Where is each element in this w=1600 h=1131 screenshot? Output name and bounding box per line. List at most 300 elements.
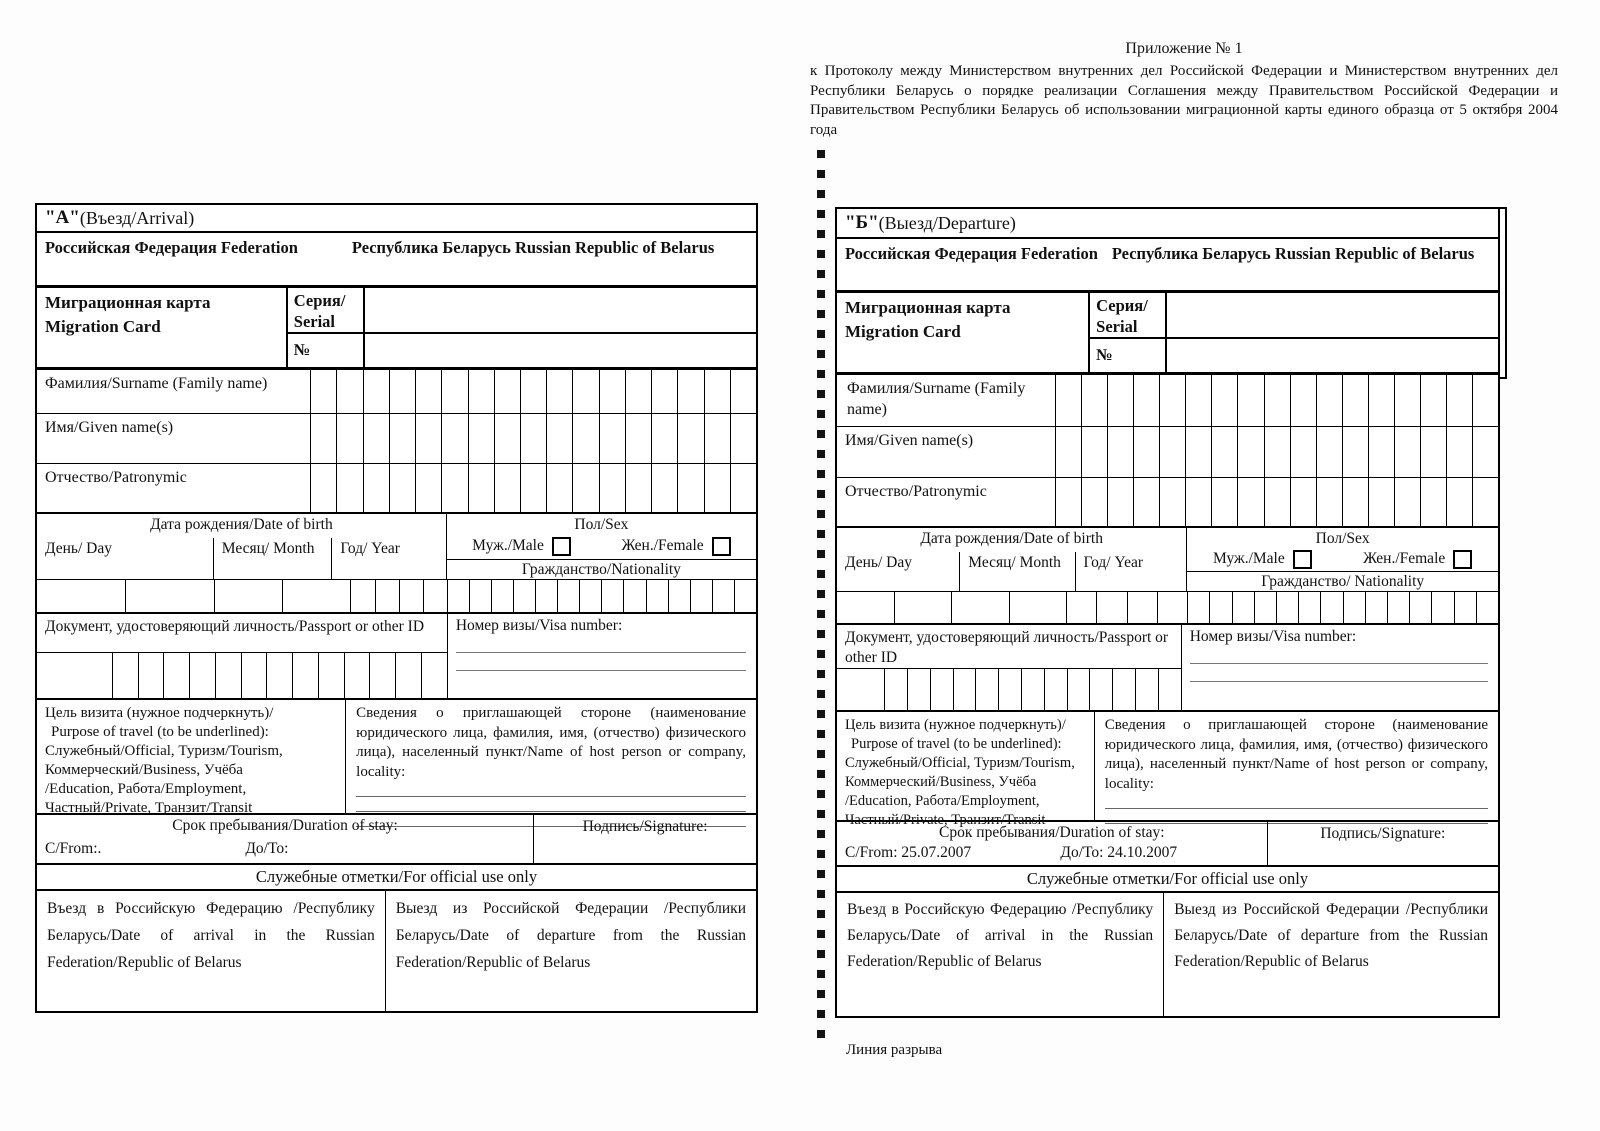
patronymic-label: Отчество/Patronymic bbox=[845, 483, 987, 500]
fill-cell bbox=[448, 580, 469, 612]
fill-cell bbox=[1158, 669, 1181, 710]
patronymic-label: Отчество/Patronymic bbox=[45, 469, 187, 486]
country-russia-label: Российская Федерация Federation bbox=[845, 244, 1098, 263]
patronymic-cells bbox=[310, 464, 756, 512]
fill-cell bbox=[1159, 427, 1185, 477]
fill-cell bbox=[491, 580, 513, 612]
fill-cell bbox=[572, 370, 598, 413]
purpose-line: Коммерческий/Business, Учёба bbox=[45, 762, 243, 778]
form-b-title-letter: "Б" bbox=[845, 212, 879, 233]
dob-columns bbox=[837, 552, 1186, 591]
nationality-cells bbox=[447, 580, 756, 612]
purpose-line: Коммерческий/Business, Учёба bbox=[845, 774, 1037, 790]
fill-cell bbox=[363, 370, 389, 413]
female-option bbox=[622, 537, 731, 556]
departure-stamp-area: Выезд из Российской Федерации /Республики Беларусь/Date of departure from the Russian Federation/Republic of Belarus bbox=[395, 900, 746, 971]
purpose-line: Служебный/Official, Туризм/Tourism, bbox=[45, 743, 283, 759]
annex-title: Приложение № 1 bbox=[1125, 40, 1243, 57]
purpose-host-row bbox=[837, 712, 1498, 828]
fill-cell bbox=[1320, 592, 1342, 623]
date-nationality-cells-row bbox=[37, 580, 756, 614]
fill-cell bbox=[998, 669, 1021, 710]
official-use-label: Служебные отметки/For official use only bbox=[1026, 869, 1309, 888]
fill-cell bbox=[1342, 427, 1368, 477]
fill-cell bbox=[336, 370, 362, 413]
form-b-countries bbox=[837, 239, 1498, 293]
fill-cell bbox=[668, 580, 690, 612]
fill-cell bbox=[1159, 375, 1185, 426]
fill-cell bbox=[1387, 592, 1409, 623]
from-label: С/From: 25.07.2007 bbox=[845, 844, 972, 861]
fill-cell bbox=[1133, 427, 1159, 477]
document-cells bbox=[885, 669, 1181, 710]
document-wide-cell bbox=[837, 669, 885, 710]
fill-cell bbox=[189, 653, 215, 698]
fill-cell bbox=[730, 464, 756, 512]
signature-label: Подпись/Signature: bbox=[1320, 825, 1446, 842]
fill-cell bbox=[1365, 592, 1387, 623]
fill-cell bbox=[441, 370, 467, 413]
fill-cell bbox=[37, 580, 125, 612]
serial-value-column bbox=[1167, 293, 1498, 372]
fill-cell bbox=[215, 580, 282, 612]
fill-cell bbox=[1096, 592, 1126, 623]
fill-cell bbox=[1021, 669, 1044, 710]
fill-cell bbox=[1237, 478, 1263, 526]
day-label: День/ Day bbox=[845, 554, 913, 571]
fill-cell bbox=[837, 592, 894, 623]
sex-label: Пол/Sex bbox=[574, 516, 629, 533]
number-label: № bbox=[293, 339, 311, 359]
signature-block bbox=[1267, 822, 1498, 865]
fill-cell bbox=[1056, 375, 1081, 426]
given-name-row bbox=[37, 414, 756, 464]
fill-cell bbox=[546, 414, 572, 463]
document-block bbox=[837, 625, 1181, 710]
fill-cell bbox=[1342, 375, 1368, 426]
duration-block bbox=[837, 822, 1267, 865]
fill-cell bbox=[1420, 478, 1446, 526]
fill-cell bbox=[625, 464, 651, 512]
male-option bbox=[1213, 550, 1312, 569]
given-name-label: Имя/Given name(s) bbox=[45, 419, 174, 436]
visa-line bbox=[1190, 663, 1488, 664]
fill-cell bbox=[1107, 375, 1133, 426]
fill-cell bbox=[1368, 478, 1394, 526]
host-label: Сведения о приглашающей стороне (наименование юридического лица, фамилия, имя, (отчество) физического лица), населенный пункт/Name of host person or company, locality: bbox=[1104, 717, 1488, 792]
fill-cell bbox=[1185, 427, 1211, 477]
host-label: Сведения о приглашающей стороне (наименование юридического лица, фамилия, имя, (отчество) физического лица), населенный пункт/Name of host person or company, locality: bbox=[356, 705, 746, 780]
fill-cell bbox=[1081, 427, 1107, 477]
number-label: № bbox=[1096, 344, 1113, 364]
host-block bbox=[1095, 712, 1498, 820]
tear-line-label: Линия разрыва bbox=[846, 1042, 943, 1058]
dob-block bbox=[37, 514, 447, 579]
fill-cell bbox=[1446, 478, 1472, 526]
document-block bbox=[37, 614, 447, 698]
visa-line bbox=[456, 652, 746, 653]
fill-cell bbox=[1476, 592, 1498, 623]
document-visa-row bbox=[837, 625, 1498, 712]
fill-cell bbox=[546, 464, 572, 512]
fill-cell bbox=[389, 370, 415, 413]
fill-cell bbox=[1211, 375, 1237, 426]
fill-cell bbox=[704, 370, 730, 413]
fill-cell bbox=[163, 653, 189, 698]
fill-cell bbox=[646, 580, 668, 612]
nationality-cells bbox=[1187, 592, 1498, 623]
arrival-stamp-area: Въезд в Российскую Федерацию /Республику Беларусь/Date of arrival in the Russian Federation/Republic of Belarus bbox=[837, 893, 1164, 1016]
country-belarus-label: Республика Беларусь Russian Republic of Belarus bbox=[351, 238, 715, 257]
year-cells bbox=[350, 580, 446, 612]
stamps-row bbox=[37, 891, 756, 1011]
fill-cell bbox=[1420, 375, 1446, 426]
fill-cell bbox=[441, 414, 467, 463]
fill-cell bbox=[704, 464, 730, 512]
arrival-stamp-area: Въезд в Российскую Федерацию /Республику Беларусь/Date of arrival in the Russian Federation/Republic of Belarus bbox=[37, 891, 386, 1011]
fill-cell bbox=[1133, 478, 1159, 526]
fill-cell bbox=[1454, 592, 1476, 623]
fill-cell bbox=[1409, 592, 1431, 623]
fill-cell bbox=[730, 414, 756, 463]
fill-cell bbox=[1081, 375, 1107, 426]
visa-label: Номер визы/Visa number: bbox=[1189, 628, 1357, 645]
fill-cell bbox=[1157, 592, 1187, 623]
purpose-line: Частный/Private, Транзит/Transit bbox=[45, 800, 253, 816]
fill-cell bbox=[336, 464, 362, 512]
to-label: До/To: 24.10.2007 bbox=[1060, 844, 1178, 861]
form-b-title bbox=[837, 209, 1498, 239]
form-b-edge-strip bbox=[1498, 207, 1507, 379]
fill-cell bbox=[415, 464, 441, 512]
purpose-line: Цель визита (нужное подчеркнуть)/ bbox=[845, 717, 1066, 733]
fill-cell bbox=[138, 653, 164, 698]
fill-cell bbox=[494, 414, 520, 463]
document-label: Документ, удостоверяющий личность/Passport or other ID bbox=[845, 629, 1169, 666]
official-use-row bbox=[37, 865, 756, 891]
fill-cell bbox=[1056, 478, 1081, 526]
document-cells bbox=[113, 653, 447, 698]
annex-body: к Протоколу между Министерством внутренних дел Российской Федерации и Министерством внутренних дел Республики Беларусь о порядке реализации Соглашения между Правительством Российской Федерации и Правительством Республики Беларусь об использовании миграционной карты единого образца от 5 октября 2004 года bbox=[810, 63, 1558, 138]
form-a-arrival bbox=[35, 203, 758, 1013]
fill-cell bbox=[1254, 592, 1276, 623]
fill-cell bbox=[1264, 478, 1290, 526]
country-belarus-label: Республика Беларусь Russian Republic of Belarus bbox=[1111, 244, 1475, 263]
fill-cell bbox=[1368, 427, 1394, 477]
dob-label: Дата рождения/Date of birth bbox=[150, 516, 333, 533]
fill-cell bbox=[1264, 427, 1290, 477]
duration-label: Срок пребывания/Duration of stay: bbox=[939, 824, 1165, 841]
fill-cell bbox=[513, 580, 535, 612]
form-a-title bbox=[37, 205, 756, 233]
fill-cell bbox=[520, 464, 546, 512]
fill-cell bbox=[651, 464, 677, 512]
fill-cell bbox=[1133, 375, 1159, 426]
patronymic-cells bbox=[1055, 478, 1498, 526]
fill-cell bbox=[677, 464, 703, 512]
fill-cell bbox=[1472, 427, 1498, 477]
dob-block bbox=[837, 528, 1187, 591]
fill-cell bbox=[535, 580, 557, 612]
fill-cell bbox=[399, 580, 423, 612]
fill-cell bbox=[494, 370, 520, 413]
fill-cell bbox=[625, 414, 651, 463]
fill-cell bbox=[344, 653, 370, 698]
fill-cell bbox=[677, 370, 703, 413]
fill-cell bbox=[1067, 592, 1096, 623]
fill-cell bbox=[1472, 478, 1498, 526]
given-name-cells bbox=[1055, 427, 1498, 477]
fill-cell bbox=[113, 653, 138, 698]
fill-cell bbox=[690, 580, 712, 612]
fill-cell bbox=[1290, 375, 1316, 426]
fill-cell bbox=[1298, 592, 1320, 623]
host-line bbox=[1105, 808, 1488, 809]
number-value-field bbox=[1167, 339, 1498, 372]
given-name-label: Имя/Given name(s) bbox=[845, 432, 974, 449]
stamps-row bbox=[837, 893, 1498, 1016]
purpose-line: Служебный/Official, Туризм/Tourism, bbox=[845, 755, 1075, 771]
fill-cell bbox=[494, 464, 520, 512]
fill-cell bbox=[1081, 478, 1107, 526]
form-a-countries bbox=[37, 233, 756, 288]
fill-cell bbox=[1316, 375, 1342, 426]
fill-cell bbox=[215, 653, 241, 698]
tear-line bbox=[817, 150, 825, 1040]
fill-cell bbox=[572, 414, 598, 463]
fill-cell bbox=[423, 580, 447, 612]
fill-cell bbox=[415, 414, 441, 463]
patronymic-row bbox=[837, 478, 1498, 528]
annex-header bbox=[810, 40, 1558, 140]
fill-cell bbox=[1264, 375, 1290, 426]
fill-cell bbox=[1009, 592, 1066, 623]
fill-cell bbox=[1342, 478, 1368, 526]
fill-cell bbox=[1112, 669, 1135, 710]
fill-cell bbox=[1209, 592, 1231, 623]
fill-cell bbox=[1368, 375, 1394, 426]
fill-cell bbox=[1135, 669, 1158, 710]
fill-cell bbox=[1056, 427, 1081, 477]
year-label: Год/ Year bbox=[331, 538, 445, 579]
fill-cell bbox=[375, 580, 399, 612]
serial-value-field bbox=[1167, 293, 1498, 339]
migration-card-label: Миграционная карта Migration Card bbox=[845, 298, 1011, 341]
fill-cell bbox=[395, 653, 421, 698]
document-cells-row bbox=[37, 652, 447, 698]
female-checkbox bbox=[1453, 550, 1472, 569]
fill-cell bbox=[1237, 375, 1263, 426]
serial-label: Серия/ Serial bbox=[288, 288, 363, 334]
fill-cell bbox=[363, 414, 389, 463]
surname-label: Фамилия/Surname (Family name) bbox=[847, 380, 1026, 418]
date-cells bbox=[837, 592, 1498, 623]
fill-cell bbox=[1127, 592, 1157, 623]
fill-cell bbox=[421, 653, 447, 698]
signature-block bbox=[533, 815, 756, 863]
fill-cell bbox=[336, 414, 362, 463]
fill-cell bbox=[601, 580, 623, 612]
patronymic-row bbox=[37, 464, 756, 514]
duration-signature-row bbox=[837, 822, 1498, 867]
document-label: Документ, удостоверяющий личность/Passport or other ID bbox=[45, 618, 425, 635]
fill-cell bbox=[363, 464, 389, 512]
sex-options bbox=[447, 534, 756, 559]
host-line bbox=[356, 811, 746, 812]
fill-cell bbox=[599, 464, 625, 512]
document-visa-row bbox=[37, 614, 756, 700]
fill-cell bbox=[1237, 427, 1263, 477]
host-line bbox=[356, 796, 746, 797]
surname-row bbox=[37, 370, 756, 414]
fill-cell bbox=[1044, 669, 1067, 710]
fill-cell bbox=[1107, 478, 1133, 526]
sex-label: Пол/Sex bbox=[1315, 530, 1370, 547]
fill-cell bbox=[241, 653, 267, 698]
form-a-title-rest: (Въезд/Arrival) bbox=[79, 207, 195, 228]
fill-cell bbox=[311, 464, 336, 512]
fill-cell bbox=[468, 370, 494, 413]
fill-cell bbox=[1107, 427, 1133, 477]
sex-options bbox=[1187, 548, 1498, 571]
fill-cell bbox=[468, 414, 494, 463]
fill-cell bbox=[125, 580, 214, 612]
fill-cell bbox=[1316, 478, 1342, 526]
purpose-line: Цель визита (нужное подчеркнуть)/ bbox=[45, 705, 274, 721]
departure-stamp-area: Выезд из Российской Федерации /Республики Беларусь/Date of departure from the Russian Federation/Republic of Belarus bbox=[1174, 901, 1488, 970]
dob-columns bbox=[37, 538, 446, 579]
fill-cell bbox=[1446, 427, 1472, 477]
fill-cell bbox=[557, 580, 579, 612]
visa-line bbox=[1190, 681, 1488, 682]
fill-cell bbox=[1159, 478, 1185, 526]
female-checkbox bbox=[712, 537, 731, 556]
female-label: Жен./Female bbox=[621, 537, 704, 555]
fill-cell bbox=[1188, 592, 1209, 623]
fill-cell bbox=[1185, 478, 1211, 526]
fill-cell bbox=[1446, 375, 1472, 426]
day-cells bbox=[37, 580, 214, 612]
fill-cell bbox=[930, 669, 953, 710]
fill-cell bbox=[311, 414, 336, 463]
visa-block bbox=[1181, 625, 1498, 710]
male-label: Муж./Male bbox=[472, 537, 544, 555]
fill-cell bbox=[389, 414, 415, 463]
official-use-row bbox=[837, 867, 1498, 893]
fill-cell bbox=[599, 370, 625, 413]
purpose-block bbox=[837, 712, 1095, 828]
duration-label: Срок пребывания/Duration of stay: bbox=[172, 817, 398, 834]
fill-cell bbox=[1420, 427, 1446, 477]
purpose-line: Частный/Private, Транзит/Transit bbox=[845, 812, 1046, 828]
female-option bbox=[1363, 550, 1472, 569]
fill-cell bbox=[1316, 427, 1342, 477]
form-b-title-rest: (Выезд/Departure) bbox=[878, 212, 1016, 233]
duration-block bbox=[37, 815, 533, 863]
fill-cell bbox=[1343, 592, 1365, 623]
fill-cell bbox=[369, 653, 395, 698]
fill-cell bbox=[1211, 478, 1237, 526]
fill-cell bbox=[546, 370, 572, 413]
dob-sex-row bbox=[37, 514, 756, 580]
serial-label: Серия/ Serial bbox=[1090, 293, 1165, 339]
fill-cell bbox=[1067, 669, 1090, 710]
dob-label: Дата рождения/Date of birth bbox=[920, 530, 1103, 547]
form-a-title-letter: "А" bbox=[45, 207, 80, 228]
month-label: Месяц/ Month bbox=[959, 552, 1074, 591]
visa-block bbox=[447, 614, 756, 698]
male-label: Муж./Male bbox=[1213, 550, 1285, 568]
nationality-label: Гражданство/ Nationality bbox=[1187, 571, 1498, 591]
fill-cell bbox=[1290, 427, 1316, 477]
surname-row bbox=[837, 375, 1498, 427]
fill-cell bbox=[712, 580, 734, 612]
migration-card-label: Миграционная карта Migration Card bbox=[45, 293, 211, 336]
fill-cell bbox=[734, 580, 756, 612]
fill-cell bbox=[318, 653, 344, 698]
duration-signature-row bbox=[37, 815, 756, 865]
day-label: День/ Day bbox=[45, 540, 113, 557]
to-label: До/To: bbox=[245, 840, 289, 857]
fill-cell bbox=[677, 414, 703, 463]
serial-value-field bbox=[365, 288, 756, 334]
form-a-migration-row bbox=[37, 288, 756, 370]
fill-cell bbox=[469, 580, 491, 612]
fill-cell bbox=[1290, 478, 1316, 526]
fill-cell bbox=[520, 414, 546, 463]
dob-sex-row bbox=[837, 528, 1498, 592]
purpose-host-row bbox=[37, 700, 756, 815]
month-cells bbox=[951, 592, 1065, 623]
sex-block bbox=[447, 514, 756, 579]
official-use-label: Служебные отметки/For official use only bbox=[255, 867, 538, 886]
fill-cell bbox=[953, 669, 976, 710]
month-cells bbox=[214, 580, 351, 612]
fill-cell bbox=[415, 370, 441, 413]
surname-cells bbox=[1055, 375, 1498, 426]
serial-column bbox=[1088, 293, 1167, 372]
serial-column bbox=[286, 288, 365, 367]
male-option bbox=[472, 537, 571, 556]
fill-cell bbox=[520, 370, 546, 413]
date-nationality-cells-row bbox=[837, 592, 1498, 625]
fill-cell bbox=[292, 653, 318, 698]
year-cells bbox=[1066, 592, 1188, 623]
document-cells-row bbox=[837, 668, 1181, 710]
form-b-migration-row bbox=[837, 293, 1498, 375]
day-cells bbox=[837, 592, 951, 623]
fill-cell bbox=[599, 414, 625, 463]
document-wide-cell bbox=[37, 653, 113, 698]
purpose-line: /Education, Работа/Employment, bbox=[845, 793, 1040, 809]
fill-cell bbox=[1394, 478, 1420, 526]
signature-label: Подпись/Signature: bbox=[582, 818, 708, 835]
number-value-field bbox=[365, 334, 756, 367]
fill-cell bbox=[625, 370, 651, 413]
fill-cell bbox=[282, 580, 350, 612]
male-checkbox bbox=[1293, 550, 1312, 569]
fill-cell bbox=[1211, 427, 1237, 477]
serial-value-column bbox=[365, 288, 756, 367]
fill-cell bbox=[975, 669, 998, 710]
fill-cell bbox=[266, 653, 292, 698]
fill-cell bbox=[1276, 592, 1298, 623]
month-label: Месяц/ Month bbox=[213, 538, 332, 579]
sex-block bbox=[1187, 528, 1498, 591]
fill-cell bbox=[1185, 375, 1211, 426]
country-russia-label: Российская Федерация Federation bbox=[45, 238, 298, 257]
visa-label: Номер визы/Visa number: bbox=[455, 617, 623, 634]
